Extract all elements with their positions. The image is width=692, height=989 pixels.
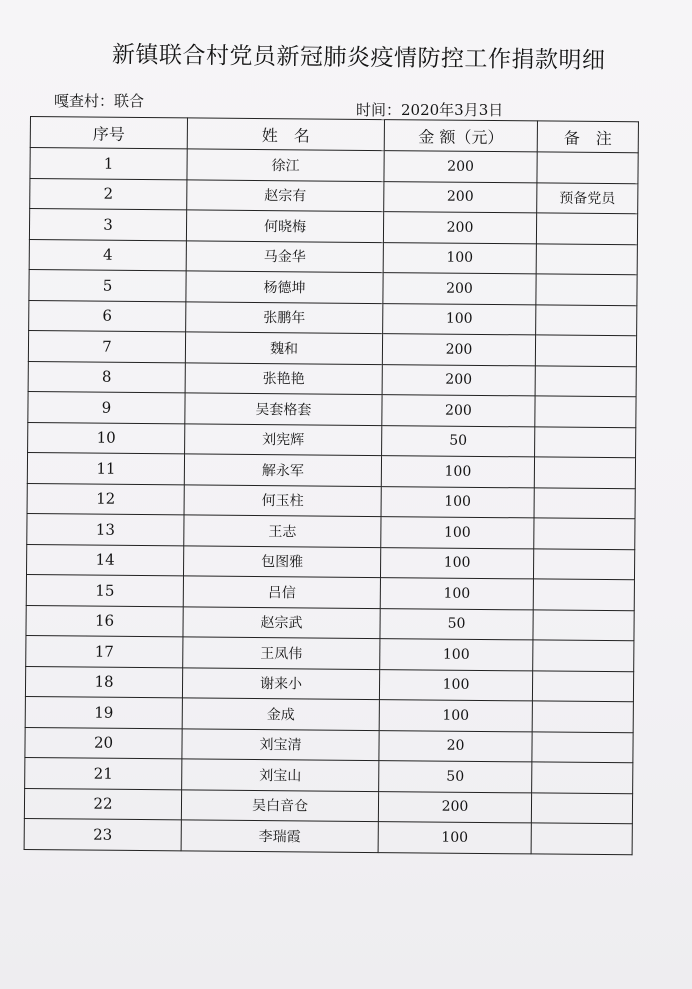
- column-header-amount: 金 额（元）: [384, 120, 537, 152]
- row-amount: 100: [378, 822, 531, 854]
- row-note: [533, 609, 634, 640]
- row-amount: 100: [379, 669, 532, 701]
- row-name: 王志: [184, 515, 381, 547]
- page-title: 新镇联合村党员新冠肺炎疫情防控工作捐款明细: [111, 42, 606, 75]
- row-note: [531, 823, 632, 854]
- row-note: [533, 640, 634, 671]
- donation-table-wrapper: [24, 116, 639, 855]
- row-note: [533, 548, 634, 579]
- row-number: 10: [28, 422, 185, 454]
- row-note: [536, 304, 637, 335]
- row-number: 17: [26, 635, 183, 667]
- row-amount: 200: [383, 212, 536, 244]
- row-name: 刘宝清: [182, 728, 379, 760]
- donation-table: [24, 116, 639, 855]
- row-number: 23: [24, 818, 181, 850]
- row-name: 马金华: [186, 240, 383, 272]
- row-note: [534, 487, 635, 518]
- row-number: 16: [26, 605, 183, 637]
- row-name: 张鹏年: [186, 301, 383, 333]
- row-name: 金成: [182, 698, 379, 730]
- village-label: 嘎查村：联合: [54, 92, 145, 110]
- row-name: 何玉柱: [184, 484, 381, 516]
- row-number: 7: [28, 330, 185, 362]
- row-number: 21: [25, 757, 182, 789]
- row-name: 杨德坤: [186, 271, 383, 303]
- column-header-number: 序号: [30, 117, 187, 149]
- row-note: [534, 518, 635, 549]
- row-note: 预备党员: [537, 182, 638, 213]
- row-amount: 50: [380, 608, 533, 640]
- row-number: 3: [29, 209, 186, 241]
- row-name: 张艳艳: [185, 362, 382, 394]
- column-header-note: 备 注: [537, 121, 638, 153]
- row-amount: 200: [382, 395, 535, 427]
- row-number: 4: [29, 239, 186, 271]
- row-amount: 20: [379, 730, 532, 762]
- row-name: 谢来小: [182, 667, 379, 699]
- row-name: 吴白音仓: [181, 789, 378, 821]
- row-note: [532, 701, 633, 732]
- row-name: 王凤伟: [183, 637, 380, 669]
- row-name: 刘宪辉: [185, 423, 382, 455]
- row-number: 13: [27, 513, 184, 545]
- row-number: 12: [27, 483, 184, 515]
- row-note: [535, 396, 636, 427]
- row-note: [532, 731, 633, 762]
- row-note: [536, 274, 637, 305]
- row-note: [532, 670, 633, 701]
- row-name: 赵宗有: [187, 179, 384, 211]
- row-name: 赵宗武: [183, 606, 380, 638]
- row-number: 20: [25, 727, 182, 759]
- row-number: 6: [29, 300, 186, 332]
- row-number: 1: [30, 148, 187, 180]
- row-note: [532, 762, 633, 793]
- row-amount: 200: [384, 151, 537, 183]
- row-name: 刘宝山: [182, 759, 379, 791]
- row-amount: 100: [380, 578, 533, 610]
- table-body: [24, 148, 638, 855]
- row-number: 14: [26, 544, 183, 576]
- row-amount: 200: [382, 334, 535, 366]
- row-name: 解永军: [184, 454, 381, 486]
- row-name: 吴套格套: [185, 393, 382, 425]
- row-amount: 200: [384, 181, 537, 213]
- date-label: 时间：2020年3月3日: [356, 101, 504, 119]
- row-note: [535, 426, 636, 457]
- row-amount: 100: [380, 547, 533, 579]
- row-number: 15: [26, 574, 183, 606]
- row-amount: 100: [381, 486, 534, 518]
- row-amount: 100: [379, 700, 532, 732]
- row-amount: 50: [382, 425, 535, 457]
- row-amount: 100: [381, 517, 534, 549]
- row-amount: 50: [379, 761, 532, 793]
- row-name: 徐江: [187, 149, 384, 181]
- row-amount: 200: [383, 273, 536, 305]
- row-amount: 100: [381, 456, 534, 488]
- row-number: 22: [24, 788, 181, 820]
- row-number: 5: [29, 269, 186, 301]
- table-row: [24, 818, 632, 854]
- row-note: [536, 243, 637, 274]
- row-amount: 200: [382, 364, 535, 396]
- row-number: 9: [28, 391, 185, 423]
- row-note: [531, 792, 632, 823]
- row-amount: 100: [380, 639, 533, 671]
- row-number: 8: [28, 361, 185, 393]
- row-note: [534, 457, 635, 488]
- row-name: 李瑞霞: [181, 820, 378, 852]
- row-number: 19: [25, 696, 182, 728]
- row-name: 吕信: [183, 576, 380, 608]
- row-note: [537, 152, 638, 183]
- row-note: [533, 579, 634, 610]
- row-amount: 200: [378, 791, 531, 823]
- column-header-name: 姓 名: [187, 118, 384, 151]
- row-note: [535, 365, 636, 396]
- row-amount: 100: [383, 242, 536, 274]
- row-name: 魏和: [185, 332, 382, 364]
- row-amount: 100: [383, 303, 536, 335]
- row-name: 何晓梅: [186, 210, 383, 242]
- row-note: [535, 335, 636, 366]
- row-number: 18: [25, 666, 182, 698]
- row-number: 11: [27, 452, 184, 484]
- row-number: 2: [30, 178, 187, 210]
- row-name: 包图雅: [183, 545, 380, 577]
- row-note: [536, 213, 637, 244]
